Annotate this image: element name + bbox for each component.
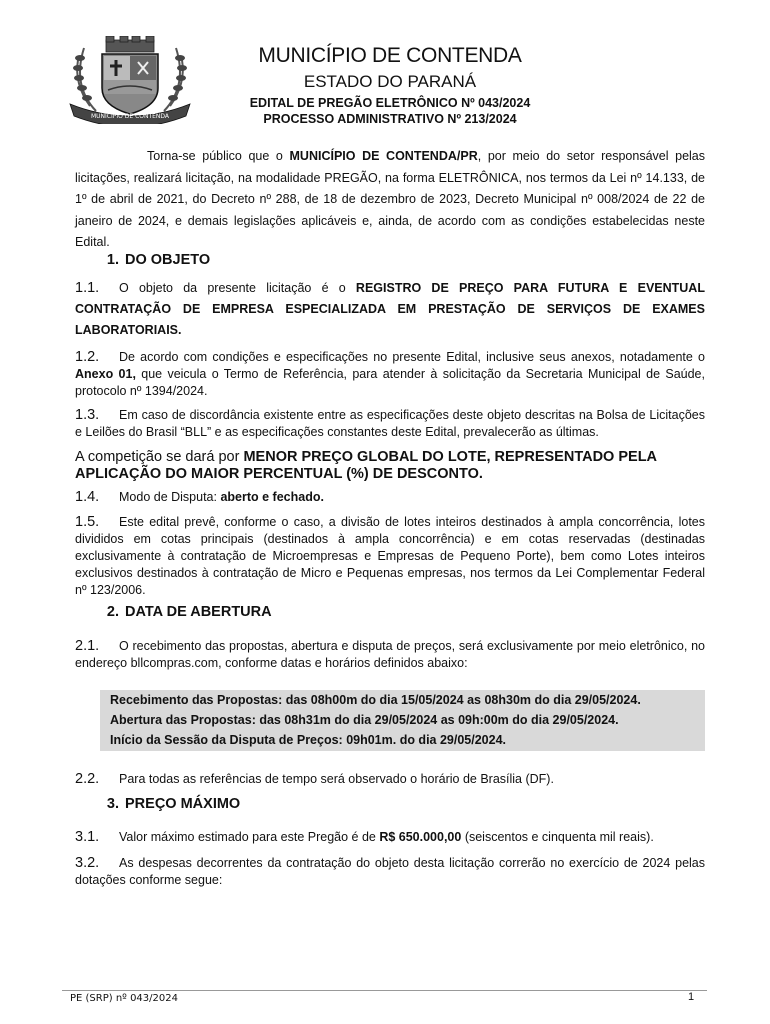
schedule-line: Início da Sessão da Disputa de Preços: 09h01m. do dia 29/05/2024. bbox=[110, 733, 507, 747]
intro-paragraph: Torna-se público que o MUNICÍPIO DE CONTENDA/PR, por meio do setor responsável pelas licitações, realizará licitação, na modalidade PREGÃO, na forma ELETRÔNICA, nos termos da Lei nº 14.133, de 1º de abril de 2021, do Decreto nº 288, de 18 de dezembro de 2023, Decreto Municipal nº 008/2024 de 22 de janeiro de 2024, e demais legislações aplicáveis e, ainda, de acordo com as condições estabelecidas neste Edital. bbox=[75, 149, 706, 250]
paragraph-1-3: 1.3. Em caso de discordância existente entre as especificações deste objeto descritas na Bolsa de Licitações e Leilões do Brasil “BLL” e as especificações constantes deste Edital, prevalecerão as últimas. bbox=[75, 407, 705, 439]
paragraph-1-4: 1.4. Modo de Disputa: aberto e fechado. bbox=[75, 489, 324, 505]
process-number: PROCESSO ADMINISTRATIVO Nº 213/2024 bbox=[263, 112, 517, 126]
state-subtitle: ESTADO DO PARANÁ bbox=[303, 72, 477, 91]
section-heading-preco-maximo: 3. PREÇO MÁXIMO bbox=[106, 796, 241, 812]
page-title: MUNICÍPIO DE CONTENDA bbox=[258, 44, 522, 67]
paragraph-1-1: 1.1. O objeto da presente licitação é o REGISTRO DE PREÇO PARA FUTURA E EVENTUAL CONTRATAÇÃO DE EMPRESA ESPECIALIZADA EM PRESTAÇÃO DE SERVIÇOS DE EXAMES LABORATORIAIS. bbox=[75, 280, 705, 337]
competition-statement: A competição se dará por MENOR PREÇO GLOBAL DO LOTE, REPRESENTADO PELA APLICAÇÃO DO MAIOR PERCENTUAL (%) DE DESCONTO. bbox=[75, 449, 657, 482]
paragraph-2-1: 2.1. O recebimento das propostas, abertura e disputa de preços, será exclusivamente por meio eletrônico, no endereço bllcompras.com, conforme datas e horários definidos abaixo: bbox=[75, 638, 705, 670]
footer-reference: PE (SRP) nº 043/2024 bbox=[70, 993, 178, 1004]
paragraph-2-2: 2.2. Para todas as referências de tempo será observado o horário de Brasília (DF). bbox=[75, 771, 554, 787]
schedule-line: Abertura das Propostas: das 08h31m do dia 29/05/2024 as 09h:00m do dia 29/05/2024. bbox=[110, 713, 619, 727]
section-heading-data-abertura: 2. DATA DE ABERTURA bbox=[106, 604, 272, 620]
footer-divider bbox=[62, 990, 707, 991]
paragraph-1-5: 1.5. Este edital prevê, conforme o caso, a divisão de lotes inteiros destinados à ampla concorrência, lotes divididos em cotas principais (destinados à ampla concorrência) e em cotas reservadas (destinadas exclusivamente à contratação de Microempresas e Empresas de Pequeno Porte), bem como Lotes inteiros exclusivos destinados à contratação de Micro e Pequenas empresas, nos termos da Lei Complementar Federal nº 123/2006. bbox=[75, 514, 705, 597]
edital-number: EDITAL DE PREGÃO ELETRÔNICO Nº 043/2024 bbox=[249, 96, 531, 110]
schedule-line: Recebimento das Propostas: das 08h00m do dia 15/05/2024 as 08h30m do dia 29/05/2024. bbox=[110, 693, 641, 707]
schedule-box bbox=[100, 690, 705, 751]
page-number: 1 bbox=[688, 991, 695, 1003]
paragraph-1-2: 1.2. De acordo com condições e especificações no presente Edital, inclusive seus anexos, notadamente o Anexo 01, que veicula o Termo de Referência, para atender à solicitação da Secretaria Municipal de Saúde, protocolo nº 1394/2024. bbox=[75, 349, 705, 398]
paragraph-3-1: 3.1. Valor máximo estimado para este Pregão é de R$ 650.000,00 (seiscentos e cinquenta mil reais). bbox=[75, 829, 654, 845]
paragraph-3-2: 3.2. As despesas decorrentes da contratação do objeto desta licitação correrão no exercício de 2024 pelas dotações conforme segue: bbox=[75, 855, 705, 887]
section-heading-objeto: 1. DO OBJETO bbox=[106, 252, 211, 268]
seal-ribbon-text: MUNICÍPIO DE CONTENDA bbox=[90, 113, 170, 120]
